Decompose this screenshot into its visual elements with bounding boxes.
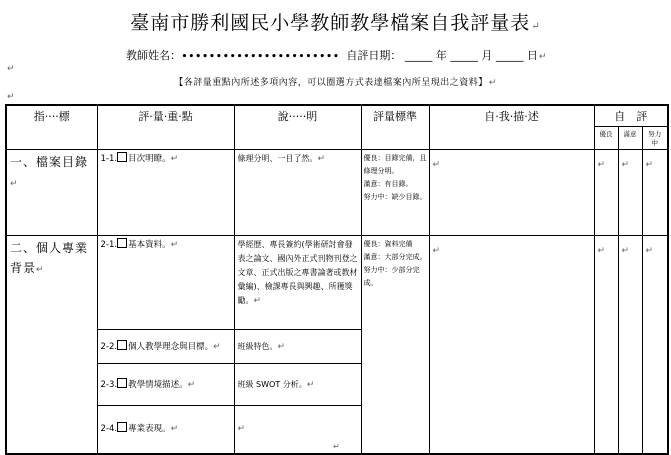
rating-excellent-cell[interactable]: ↵	[594, 236, 618, 454]
category-cell: 一、檔案目錄↵	[6, 150, 97, 236]
standard-cell: 優良：資料完備 滿意：大部分完成。 努力中：少部分完成。	[361, 236, 429, 454]
explain-cell: 班級特色。↵	[234, 330, 361, 364]
eval-date-label: 自評日期：	[346, 49, 402, 62]
paragraph-mark: ↵	[538, 52, 547, 62]
focus-item-cell: 1-1. 目次明瞭。↵	[97, 150, 234, 236]
category-cell: 二、個人專業背景↵	[6, 236, 97, 454]
focus-item-cell: 2-2. 個人教學理念與目標。↵	[97, 330, 234, 364]
teacher-name-blank[interactable]: ∙∙∙∙∙∙∙∙∙∙∙∙∙∙∙∙∙∙∙∙∙∙∙	[181, 49, 340, 62]
self-description-cell[interactable]: ↵	[429, 236, 594, 454]
paragraph-mark: ↵	[7, 64, 15, 74]
instruction-text: 【各評量重點內所述多項內容，可以圈選方式表達檔案內所呈現出之資料】↵	[174, 78, 497, 88]
paragraph-mark: ↵	[333, 442, 340, 451]
checkbox[interactable]	[117, 378, 127, 388]
header-indicator: 指····標	[6, 105, 97, 150]
rating-needs-effort-cell[interactable]: ↵	[642, 236, 668, 454]
evaluation-table	[5, 104, 669, 455]
header-self-evaluation: 自 評	[594, 105, 668, 127]
checkbox[interactable]	[117, 152, 127, 162]
explain-cell: 條理分明、一目了然。↵	[234, 150, 361, 236]
checkbox[interactable]	[117, 422, 127, 432]
header-needs-effort: 努力中	[642, 127, 668, 150]
header-standard: 評量標準	[361, 105, 429, 150]
rating-excellent-cell[interactable]: ↵	[594, 150, 618, 236]
rating-satisfactory-cell[interactable]: ↵	[618, 236, 642, 454]
teacher-name-label: 教師姓名：	[126, 49, 181, 62]
header-focus: 評·量·重·點	[97, 105, 234, 150]
explain-cell: 學經歷、專長簽約(學術研討會發表之論文、國內外正式刊物刊登之文章、正式出版之專書論著或教材彙編)、檢課專長與興趣、所獲獎勵。↵	[234, 236, 361, 330]
year-label: 年	[435, 49, 447, 62]
focus-item-cell: 2-4. 專業表現。↵	[97, 406, 234, 454]
header-self-description: 自·我·描·述	[429, 105, 594, 150]
checkbox[interactable]	[117, 238, 127, 248]
header-satisfactory: 滿意	[618, 127, 642, 150]
self-description-cell[interactable]: ↵	[429, 150, 594, 236]
teacher-info-line: 教師姓名：∙∙∙∙∙∙∙∙∙∙∙∙∙∙∙∙∙∙∙∙∙∙∙ 自評日期： _____ 年 _____ 月 _____ 日↵	[126, 49, 547, 62]
focus-item-cell: 2-3. 教學情境描述。↵	[97, 364, 234, 406]
month-label: 月	[481, 49, 493, 62]
explain-cell: 班級 SWOT 分析。↵	[234, 364, 361, 406]
rating-needs-effort-cell[interactable]: ↵	[642, 150, 668, 236]
paragraph-mark: ↵	[531, 21, 541, 32]
focus-item-cell: 2-1. 基本資料。↵	[97, 236, 234, 330]
standard-cell: 優良：目錄完備，且條理分明。 滿意：有目錄。 努力中：缺少目錄。	[361, 150, 429, 236]
explain-cell: ↵	[234, 406, 361, 454]
checkbox[interactable]	[117, 340, 127, 350]
header-excellent: 優良	[594, 127, 618, 150]
paragraph-mark: ↵	[488, 78, 497, 88]
header-explain: 說·····明	[234, 105, 361, 150]
day-label: 日	[526, 49, 538, 62]
rating-satisfactory-cell[interactable]: ↵	[618, 150, 642, 236]
form-title: 臺南市勝利國民小學教師教學檔案自我評量表↵	[130, 12, 541, 34]
paragraph-mark: ↵	[7, 92, 15, 102]
